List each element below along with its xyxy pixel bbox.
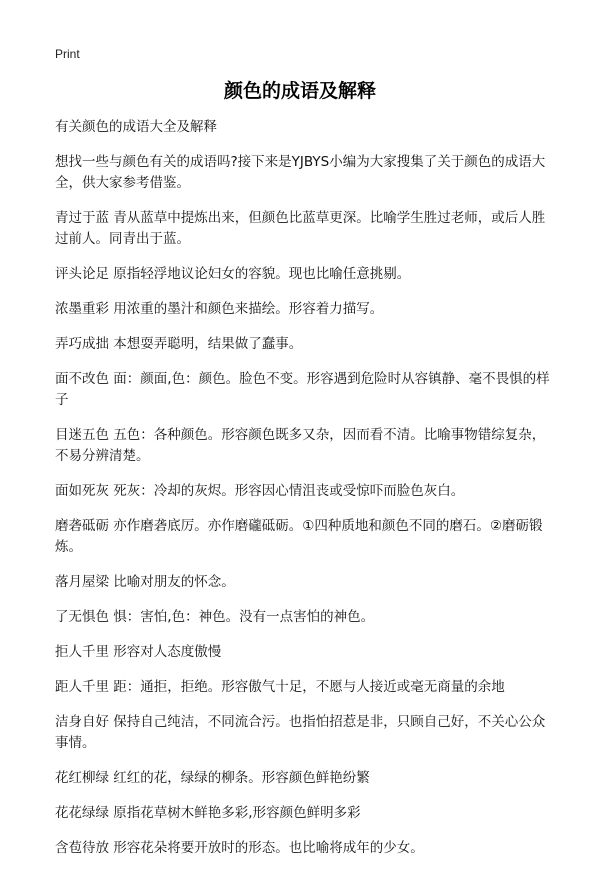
idiom-entry: 距人千里 距：通拒，拒绝。形容傲气十足，不愿与人接近或毫无商量的余地: [55, 679, 505, 695]
print-link[interactable]: Print: [55, 47, 80, 61]
idiom-entry: 青过于蓝 青从蓝草中提炼出来，但颜色比蓝草更深。比喻学生胜过老师，或后人胜过前人。同青出于蓝。: [55, 210, 546, 247]
idiom-entry: 面不改色 面：颜面,色：颜色。脸色不变。形容遇到危险时从容镇静、毫不畏惧的样子: [55, 371, 550, 408]
idiom-entry: 花红柳绿 红红的花，绿绿的柳条。形容颜色鲜艳纷繁: [55, 770, 370, 786]
idiom-entry: 评头论足 原指轻浮地议论妇女的容貌。现也比喻任意挑剔。: [55, 266, 411, 282]
idiom-entry: 拒人千里 形容对人态度傲慢: [55, 644, 222, 660]
idiom-entry: 落月屋梁 比喻对朋友的怀念。: [55, 574, 235, 590]
idiom-entry: 花花绿绿 原指花草树木鲜艳多彩,形容颜色鲜明多彩: [55, 805, 361, 821]
idiom-entry: 洁身自好 保持自己纯洁，不同流合污。也指怕招惹是非，只顾自己好，不关心公众事情。: [55, 714, 546, 751]
idiom-entry: 含苞待放 形容花朵将要开放时的形态。也比喻将成年的少女。: [55, 840, 424, 856]
paragraph-subtitle: 有关颜色的成语大全及解释: [55, 119, 217, 135]
idiom-entry: 弄巧成拙 本想耍弄聪明，结果做了蠢事。: [55, 336, 303, 352]
idiom-entry: 目迷五色 五色：各种颜色。形容颜色既多又杂，因而看不清。比喻事物错综复杂，不易分辨清楚。: [55, 427, 546, 464]
idiom-entry: 了无惧色 惧：害怕,色：神色。没有一点害怕的神色。: [55, 609, 375, 625]
document-body: [55, 117, 550, 873]
paragraph-intro: 想找一些与颜色有关的成语吗?接下来是YJBYS小编为大家搜集了关于颜色的成语大全，供大家参考借鉴。: [55, 154, 546, 191]
idiom-entry: 浓墨重彩 用浓重的墨汁和颜色来描绘。形容着力描写。: [55, 301, 384, 317]
idiom-entry: 磨砻砥砺 亦作磨砻底厉。亦作磨礲砥砺。①四种质地和颜色不同的磨石。②磨砺锻炼。: [55, 518, 543, 555]
idiom-entry: 面如死灰 死灰：冷却的灰烬。形容因心情沮丧或受惊吓而脸色灰白。: [55, 483, 465, 499]
document-title: 颜色的成语及解释: [223, 80, 376, 102]
